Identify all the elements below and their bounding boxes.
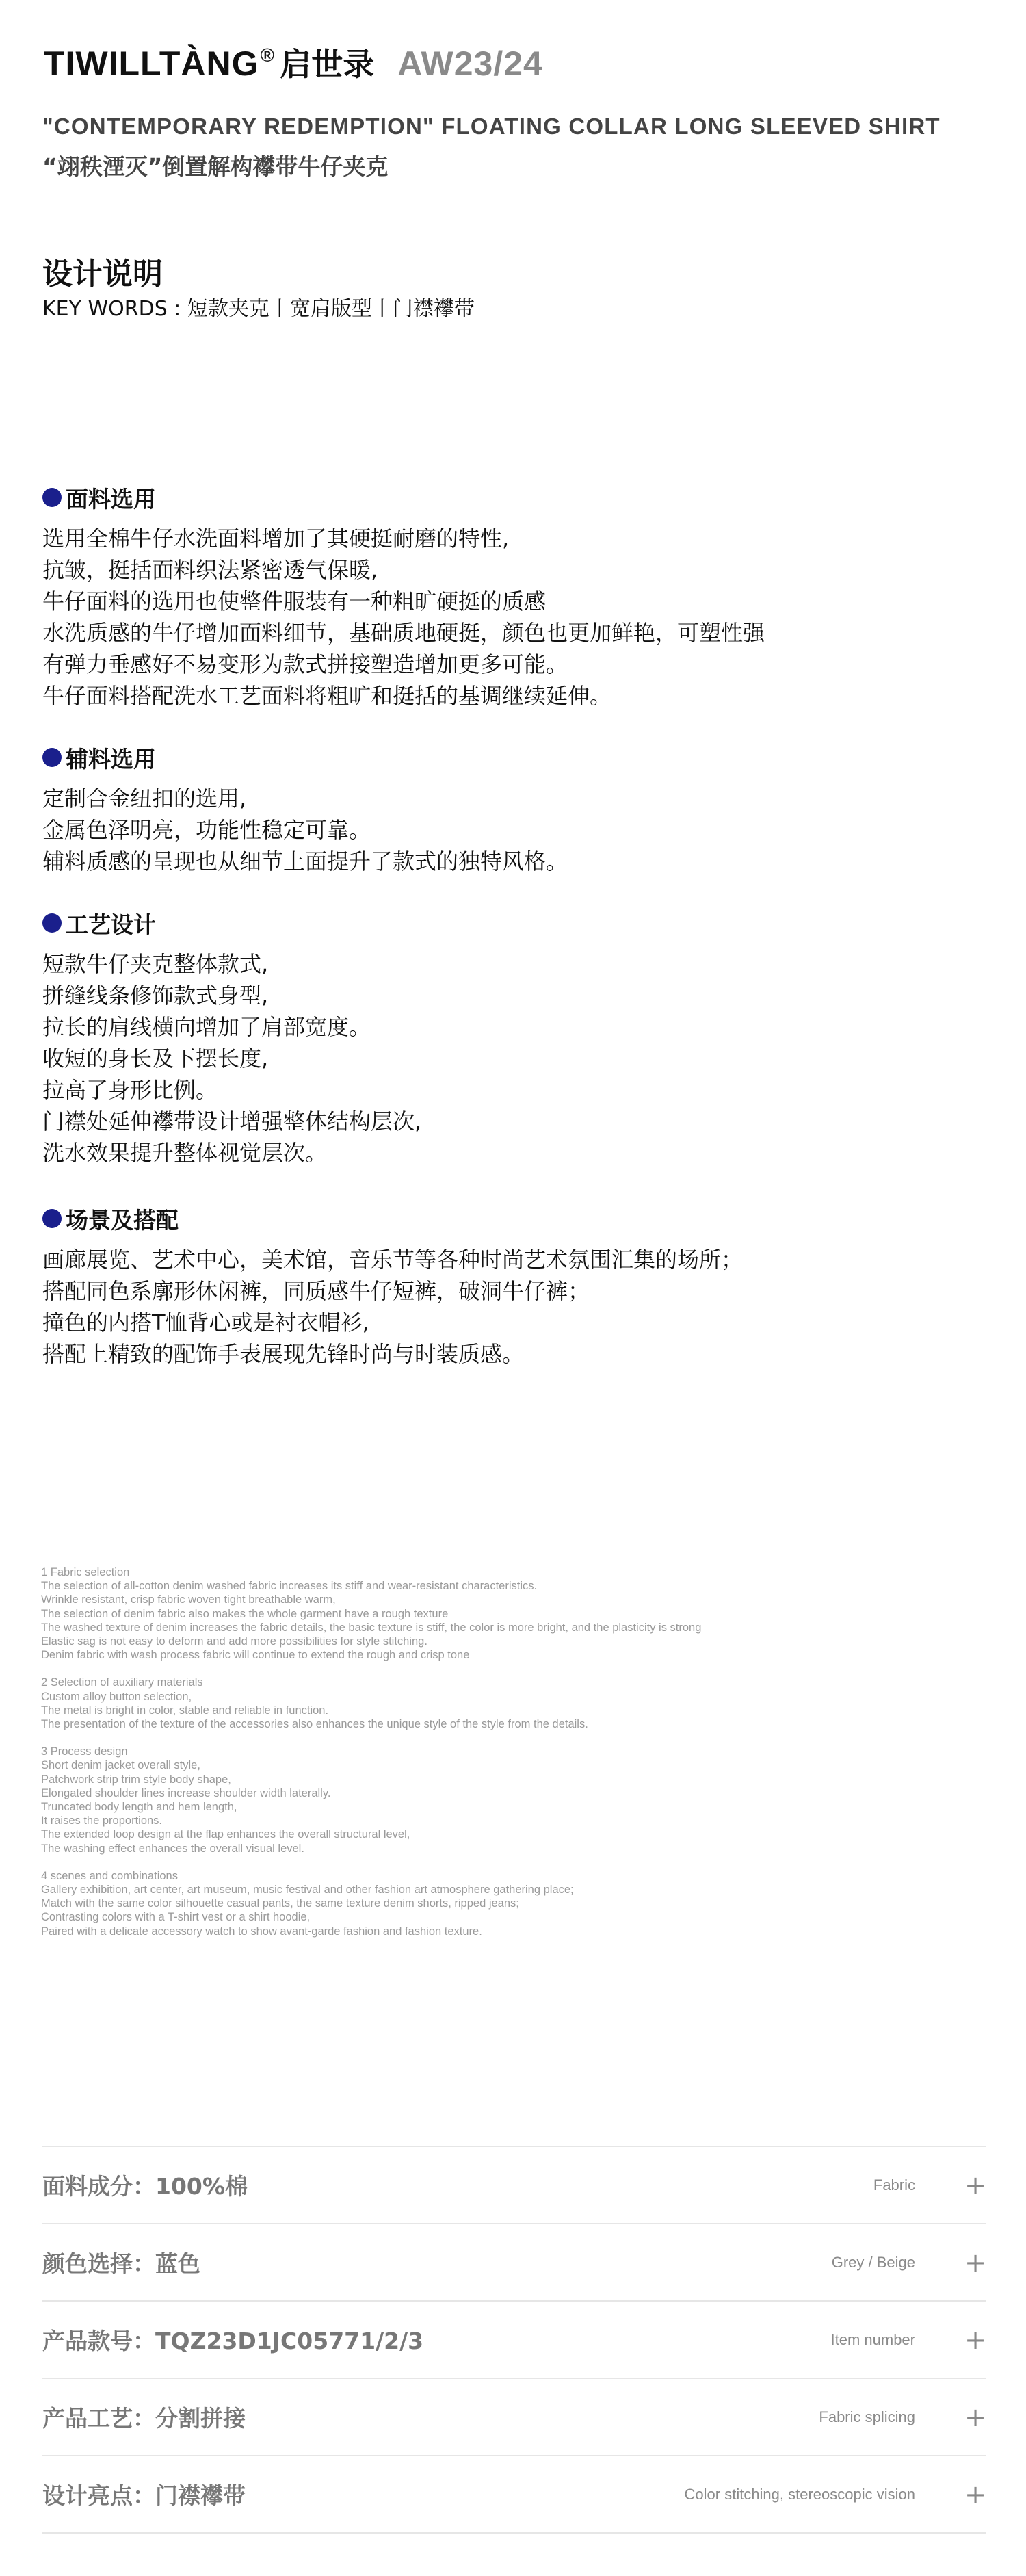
- section-accessories: [42, 742, 986, 877]
- spec-en-label: Grey / Beige: [831, 2253, 915, 2271]
- english-line: Wrinkle resistant, crisp fabric woven tight breathable warm,: [41, 1593, 336, 1606]
- keywords-line: KEY WORDS : 短款夹克丨宽肩版型丨门襟襻带: [42, 291, 624, 326]
- english-line: Match with the same color silhouette casual pants, the same texture denim shorts, ripped jeans;: [41, 1897, 519, 1910]
- brand-header: [44, 40, 543, 85]
- english-line: Denim fabric with wash process fabric will continue to extend the rough and crisp tone: [41, 1649, 470, 1662]
- body-line: 撞色的内搭T恤背心或是衬衣帽衫,: [42, 1310, 369, 1336]
- registered-mark: ®: [260, 44, 275, 66]
- english-line: Elastic sag is not easy to deform and add more possibilities for style stitching.: [41, 1635, 428, 1648]
- plus-icon[interactable]: +: [964, 2324, 986, 2355]
- plus-icon[interactable]: +: [964, 2479, 986, 2510]
- english-line: Gallery exhibition, art center, art museum, music festival and other fashion art atmosphere gathering place;: [41, 1884, 574, 1897]
- body-line: 选用全棉牛仔水洗面料增加了其硬挺耐磨的特性,: [42, 525, 510, 551]
- english-line: Contrasting colors with a T-shirt vest or a shirt hoodie,: [41, 1911, 311, 1924]
- spec-value: 门襟襻带: [155, 2482, 246, 2509]
- section-body: [42, 948, 986, 1169]
- english-line: The washing effect enhances the overall visual level.: [41, 1842, 304, 1855]
- body-line: 搭配同色系廓形休闲裤，同质感牛仔短裤，破洞牛仔裤；: [42, 1278, 590, 1304]
- spec-text: [42, 2246, 200, 2278]
- english-line: 3 Process design: [41, 1745, 128, 1758]
- spec-label: 产品工艺：: [42, 2405, 155, 2432]
- english-group: [41, 1565, 985, 1662]
- spec-value: 分割拼接: [155, 2405, 246, 2432]
- section-title-text: 面料选用: [66, 485, 156, 512]
- english-description: [41, 1565, 985, 1952]
- body-line: 定制合金纽扣的选用,: [42, 785, 247, 811]
- plus-icon[interactable]: +: [964, 2402, 986, 2432]
- spec-right: [831, 2247, 986, 2278]
- spec-en-label: Color stitching, stereoscopic vision: [684, 2485, 915, 2503]
- section-title-text: 工艺设计: [66, 911, 156, 938]
- section-title: [42, 482, 986, 513]
- brand-logo-en: TIWILLTÀNG: [44, 44, 259, 83]
- english-line: Elongated shoulder lines increase shoulder width laterally.: [41, 1786, 331, 1799]
- english-line: Custom alloy button selection,: [41, 1690, 192, 1703]
- section-title: [42, 1203, 986, 1234]
- body-line: 辅料质感的呈现也从细节上面提升了款式的独特风格。: [42, 848, 568, 874]
- english-group: [41, 1676, 985, 1731]
- plus-icon[interactable]: +: [964, 2170, 986, 2200]
- english-line: The selection of all-cotton denim washed fabric increases its stiff and wear-resistant characteristics.: [41, 1580, 538, 1593]
- spec-row-color[interactable]: [42, 2224, 986, 2302]
- body-line: 收短的身长及下摆长度,: [42, 1045, 269, 1071]
- section-title-text: 场景及搭配: [66, 1206, 179, 1234]
- body-line: 拉高了身形比例。: [42, 1077, 218, 1103]
- english-line: Short denim jacket overall style,: [41, 1759, 200, 1772]
- spec-row-process[interactable]: [42, 2379, 986, 2456]
- english-line: The extended loop design at the flap enhances the overall structural level,: [41, 1828, 410, 1841]
- bullet-dot-icon: [42, 1209, 62, 1228]
- spec-en-label: Fabric splicing: [819, 2408, 915, 2425]
- spec-row-item-number[interactable]: [42, 2302, 986, 2379]
- english-line: Paired with a delicate accessory watch to show avant-garde fashion and fashion texture.: [41, 1925, 482, 1938]
- spec-en-label: Fabric: [873, 2176, 915, 2194]
- section-body: [42, 783, 986, 877]
- spec-en-label: Item number: [830, 2330, 915, 2348]
- english-line: 2 Selection of auxiliary materials: [41, 1676, 203, 1689]
- body-line: 画廊展览、艺术中心，美术馆，音乐节等各种时尚艺术氛围汇集的场所；: [42, 1247, 744, 1273]
- body-line: 拉长的肩线横向增加了肩部宽度。: [42, 1014, 371, 1040]
- product-title-en: "CONTEMPORARY REDEMPTION" FLOATING COLLAR LONG SLEEVED SHIRT: [42, 114, 941, 139]
- english-line: Truncated body length and hem length,: [41, 1801, 237, 1814]
- spec-text: [42, 2324, 423, 2356]
- english-line: 4 scenes and combinations: [41, 1869, 178, 1882]
- spec-value: 蓝色: [155, 2250, 200, 2277]
- body-line: 短款牛仔夹克整体款式,: [42, 951, 269, 977]
- section-title: [42, 907, 986, 939]
- english-line: The washed texture of denim increases the fabric details, the basic texture is stiff, the color is more bright, and the plasticity is strong: [41, 1621, 702, 1634]
- spec-right: [830, 2324, 987, 2355]
- spec-label: 设计亮点：: [42, 2482, 155, 2509]
- english-line: Patchwork strip trim style body shape,: [41, 1773, 231, 1786]
- section-title-text: 辅料选用: [66, 745, 156, 772]
- section-body: [42, 523, 986, 712]
- english-line: The metal is bright in color, stable and reliable in function.: [41, 1704, 329, 1717]
- body-line: 金属色泽明亮，功能性稳定可靠。: [42, 817, 371, 843]
- english-group: [41, 1745, 985, 1856]
- spec-list: [42, 2146, 986, 2534]
- spec-label: 产品款号：: [42, 2328, 155, 2354]
- body-line: 拼缝线条修饰款式身型,: [42, 983, 269, 1009]
- brand-logo-cn: 启世录: [280, 46, 375, 83]
- spec-text: [42, 2478, 246, 2510]
- body-line: 有弹力垂感好不易变形为款式拼接塑造增加更多可能。: [42, 651, 568, 677]
- body-line: 牛仔面料搭配洗水工艺面料将粗旷和挺括的基调继续延伸。: [42, 683, 612, 709]
- spec-value: TQZ23D1JC05771/2/3: [155, 2328, 424, 2354]
- season-label: AW23/24: [397, 44, 543, 83]
- section-process: [42, 907, 986, 1169]
- english-group: [41, 1869, 985, 1938]
- spec-right: [819, 2404, 986, 2430]
- section-body: [42, 1244, 986, 1370]
- english-line: It raises the proportions.: [41, 1814, 163, 1827]
- body-line: 牛仔面料的选用也使整件服装有一种粗旷硬挺的质感: [42, 588, 547, 614]
- english-line: 1 Fabric selection: [41, 1566, 130, 1578]
- body-line: 抗皱，挺括面料织法紧密透气保暖,: [42, 557, 378, 583]
- spec-row-fabric[interactable]: [42, 2147, 986, 2224]
- spec-value: 100%棉: [155, 2173, 248, 2200]
- spec-right: [873, 2172, 986, 2198]
- section-title: [42, 742, 986, 773]
- section-fabric: [42, 482, 986, 712]
- spec-label: 颜色选择：: [42, 2250, 155, 2277]
- bullet-dot-icon: [42, 488, 62, 507]
- body-line: 洗水效果提升整体视觉层次。: [42, 1140, 328, 1166]
- body-line: 搭配上精致的配饰手表展现先锋时尚与时装质感。: [42, 1341, 525, 1367]
- section-scenes: [42, 1203, 986, 1370]
- spec-text: [42, 2401, 246, 2433]
- spec-row-highlight[interactable]: [42, 2456, 986, 2534]
- spec-right: [684, 2479, 986, 2510]
- english-line: The selection of denim fabric also makes the whole garment have a rough texture: [41, 1607, 449, 1620]
- spec-text: [42, 2169, 248, 2201]
- plus-icon[interactable]: +: [964, 2247, 986, 2278]
- design-heading: 设计说明: [42, 257, 163, 291]
- bullet-dot-icon: [42, 748, 62, 767]
- bullet-dot-icon: [42, 913, 62, 933]
- body-line: 门襟处延伸襻带设计增强整体结构层次,: [42, 1108, 422, 1134]
- spec-label: 面料成分：: [42, 2173, 155, 2200]
- body-line: 水洗质感的牛仔增加面料细节，基础质地硬挺，颜色也更加鲜艳，可塑性强: [42, 620, 765, 646]
- english-line: The presentation of the texture of the accessories also enhances the unique style of the style from the details.: [41, 1718, 588, 1731]
- product-title-cn: “翊秩湮灭”倒置解构襻带牛仔夹克: [42, 153, 389, 180]
